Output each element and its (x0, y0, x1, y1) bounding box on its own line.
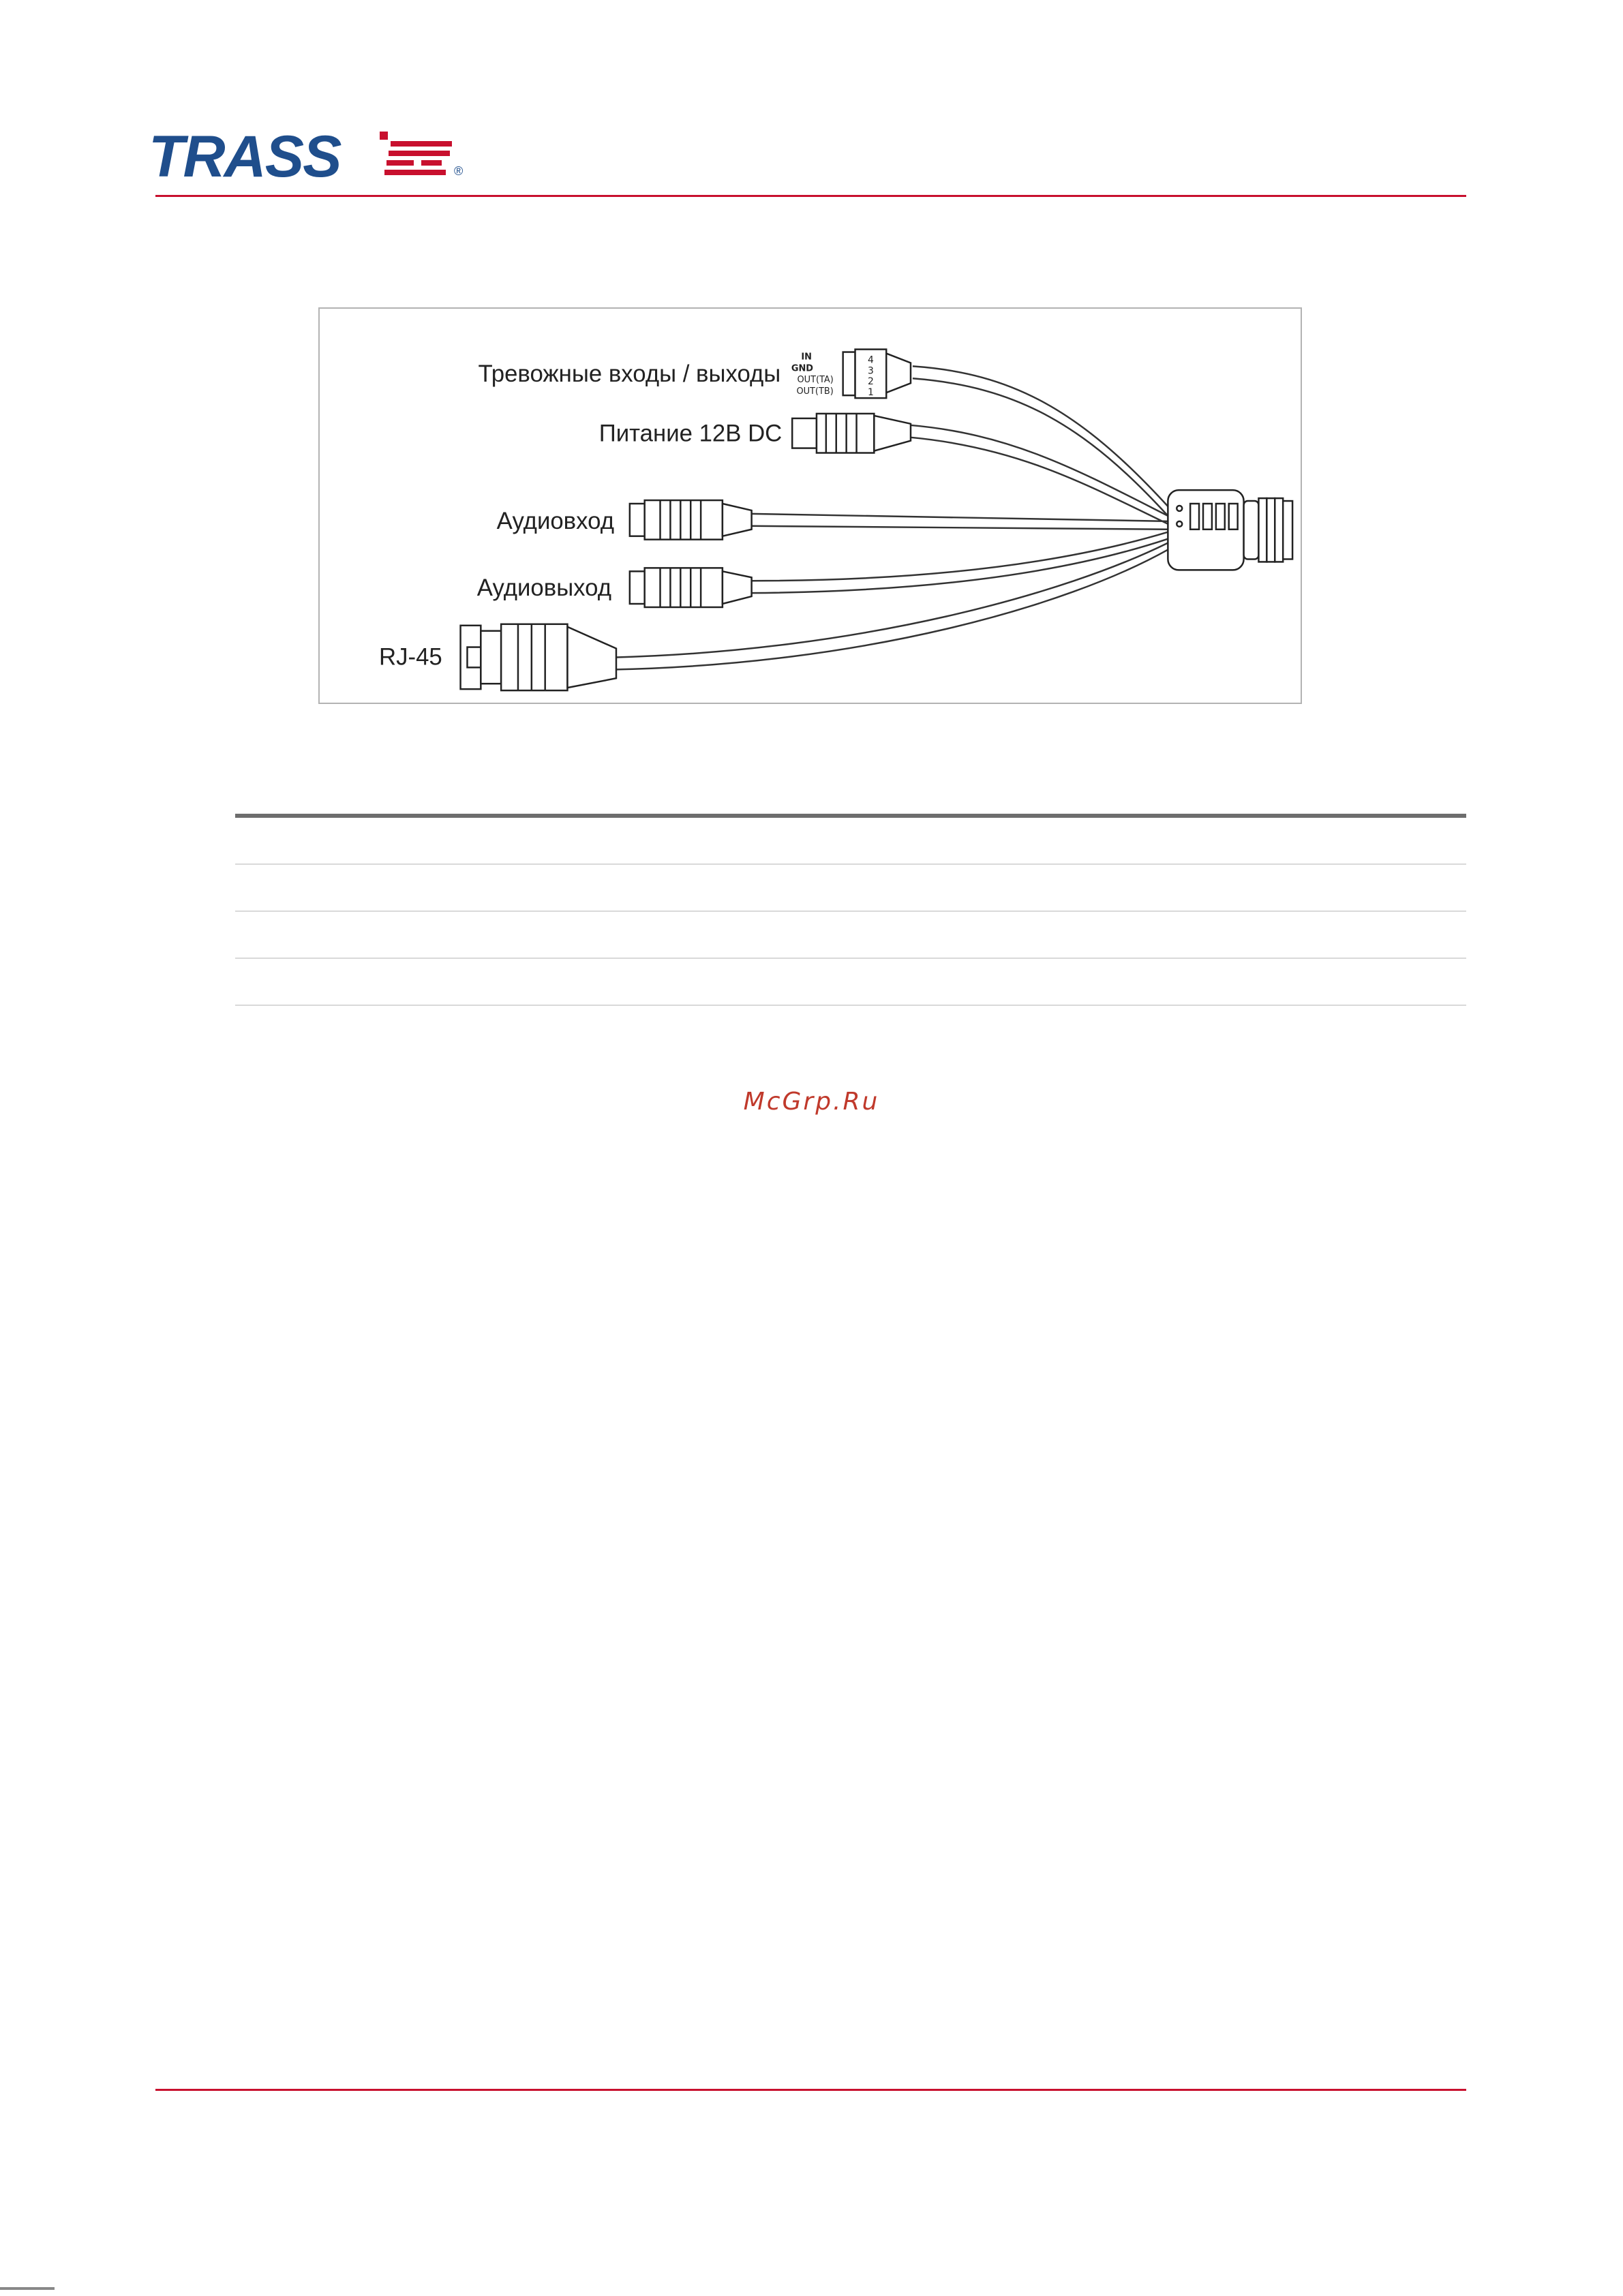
label-rj45: RJ-45 (379, 644, 442, 671)
audio-out-connector (630, 568, 752, 607)
pin-label-in: IN (801, 352, 812, 363)
pin-number-4: 1 (867, 387, 874, 399)
alarm-connector (843, 350, 911, 399)
logo-red-stripes (384, 141, 452, 175)
rj45-connector (461, 624, 616, 690)
watermark: McGrp.Ru (743, 1088, 880, 1116)
pin-label-out-tb: OUT(TB) (796, 386, 834, 397)
label-power: Питание 12В DC (598, 420, 783, 447)
corner-mark (0, 2287, 55, 2290)
footer-rule (155, 2089, 1466, 2091)
logo-registered-mark: ® (454, 164, 464, 178)
trassir-logo-graphic (149, 126, 469, 187)
logo-text-blue: TRASS (149, 126, 341, 187)
logo-dot (380, 132, 388, 140)
spec-table (235, 814, 1466, 1006)
pin-label-out-ta: OUT(TA) (797, 375, 834, 386)
cable-diagram-svg (320, 309, 1301, 703)
table-row (235, 818, 1466, 865)
audio-in-connector (630, 500, 752, 540)
label-alarm-io: Тревожные входы / выходы (478, 361, 781, 388)
table-row (235, 959, 1466, 1006)
label-audio-out: Аудиовыход (476, 575, 612, 602)
table-row (235, 912, 1466, 959)
pin-number-2: 3 (867, 365, 874, 377)
pin-number-1: 4 (867, 354, 874, 366)
header-rule (155, 195, 1466, 197)
pin-labels (791, 352, 834, 397)
pin-number-3: 2 (867, 376, 874, 388)
table-row (235, 865, 1466, 912)
cable-diagram (318, 307, 1302, 704)
pin-label-gnd: GND (791, 363, 813, 374)
power-connector (792, 414, 911, 453)
camera-connector (1168, 490, 1292, 570)
label-audio-in: Аудиовход (496, 508, 614, 534)
trassir-logo (149, 126, 469, 187)
